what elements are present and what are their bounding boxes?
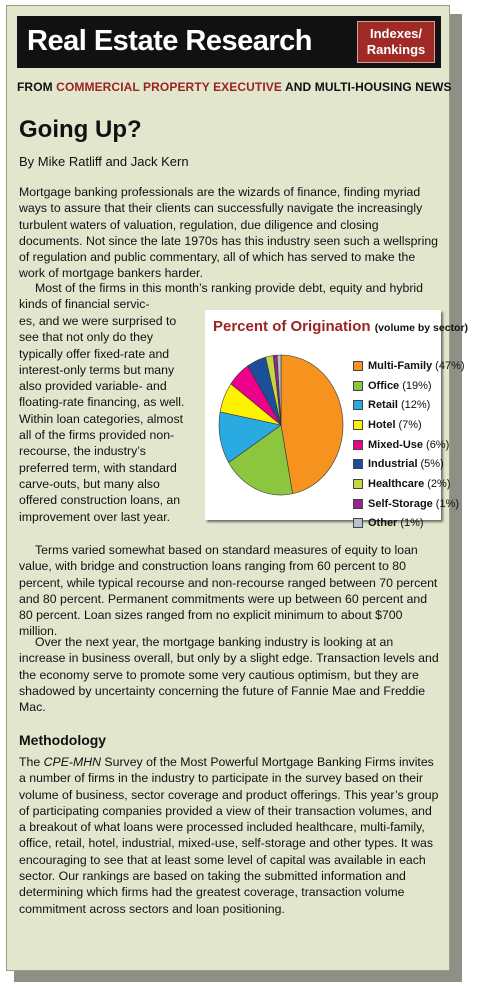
source-suffix: AND MULTI-HOUSING NEWS <box>282 80 452 94</box>
methodology-paragraph <box>19 754 439 917</box>
article-paragraph-2-intro <box>19 280 439 313</box>
pie-slice-multi-family <box>281 355 343 494</box>
badge-line-2: Rankings <box>366 42 426 57</box>
legend-percent: (2%) <box>427 477 451 490</box>
legend-swatch <box>353 499 363 509</box>
legend-label: Retail <box>368 399 398 412</box>
article-paragraph-2-column: es, and we were surprised to see that not only do they typically offer fixed-rate and interest-only terms but many also provided variable- and floating-rate financing, as well. Within loan categories, almost all of the firms provided non-recourse, the industry’s preferred term, with standard carve-outs, but many also offered construction loans, an improvement over last year. <box>19 314 185 524</box>
legend-swatch <box>353 361 363 371</box>
legend-label: Multi-Family <box>368 359 433 372</box>
legend-percent: (1%) <box>400 517 424 530</box>
legend-percent: (19%) <box>402 379 432 392</box>
paragraph-4-text: Over the next year, the mortgage banking industry is looking at an increase in business overall, but only by a slight edge. Transaction levels and the economy serve to promote some very cautious optimism, but they are shadowed by uncertainty concerning the future of Fannie Mae and Freddie Mac. <box>19 635 439 715</box>
legend-item-other <box>353 514 465 534</box>
article-paragraph-1: Mortgage banking professionals are the wizards of finance, finding myriad ways to assure that their clients can successfully navigate the increasingly turbulent waters of valuation, regulation, due diligence and closing documents. Not since the late 1970s has this industry seen such a wellspring of regulation and public commentary, all of which has served to make the work of mortgage bankers harder. <box>19 185 439 281</box>
legend-percent: (6%) <box>426 438 450 451</box>
paragraph-3-text: Terms varied somewhat based on standard measures of equity to loan value, with bridge and construction loans ranging from 60 percent to 80 percent, while typical recourse and non-recourse ranged between 70 percent and 80 percent. Permanent commitments were up between 60 percent and 80 percent. Loan sizes ranged from no explicit minimum to about $700 million. <box>19 543 438 639</box>
legend-item-office <box>353 376 465 396</box>
legend-swatch <box>353 518 363 528</box>
legend-percent: (1%) <box>435 497 460 510</box>
legend-label: Office <box>368 379 400 392</box>
chart-title-text: Percent of Origination <box>213 318 371 335</box>
legend-item-self-storage <box>353 494 465 514</box>
source-prefix: FROM <box>17 80 57 94</box>
article-paragraph-4 <box>19 634 439 715</box>
chart-title <box>213 318 468 335</box>
legend-swatch <box>353 420 363 430</box>
article-page <box>6 5 469 971</box>
paragraph-2-full-width: Most of the firms in this month’s ranking provide debt, equity and hybrid kinds of financial servic- <box>19 281 424 312</box>
legend-item-hotel <box>353 415 465 435</box>
masthead <box>17 16 441 68</box>
legend-percent: (12%) <box>400 399 431 412</box>
legend-swatch <box>353 479 363 489</box>
legend-label: Self-Storage <box>368 497 433 510</box>
methodology-text: Survey of the Most Powerful Mortgage Banking Firms invites a number of firms in the industry to participate in the survey based on their volume of business, sector coverage and product offerings. This year’s group of participating companies provided a view of their transaction volumes, and a breakout of what loans were processed included healthcare, multi-family, office, retail, hotel, industrial, mixed-use, self-storage and other types. It was encouraging to see that at least some level of capital was available in each sector. Our rankings are based on taking the submitted information and determining which firms had the greatest coverage, transaction volume commitment across sectors and loan positioning. <box>19 755 439 916</box>
legend-percent: (7%) <box>398 418 422 431</box>
legend-label: Healthcare <box>368 477 425 490</box>
legend-swatch <box>353 440 363 450</box>
legend-item-healthcare <box>353 474 465 494</box>
article-headline: Going Up? <box>19 116 142 143</box>
source-line <box>17 80 452 94</box>
legend-item-multi-family <box>353 356 465 376</box>
chart-subtitle: (volume by sector) <box>374 322 469 334</box>
source-publication: COMMERCIAL PROPERTY EXECUTIVE <box>56 80 282 94</box>
chart-legend <box>353 356 465 533</box>
article-paragraph-3 <box>19 542 439 640</box>
methodology-lead: The <box>19 755 44 769</box>
indexes-rankings-badge <box>357 21 435 63</box>
article-byline: By Mike Ratliff and Jack Kern <box>19 154 189 169</box>
legend-percent: (5%) <box>420 458 444 471</box>
pie-chart <box>211 350 351 500</box>
legend-label: Mixed-Use <box>368 438 424 451</box>
methodology-heading: Methodology <box>19 732 107 748</box>
survey-name: CPE-MHN <box>43 755 101 769</box>
legend-label: Hotel <box>368 418 396 431</box>
badge-line-1: Indexes/ <box>369 26 423 41</box>
legend-label: Industrial <box>368 458 418 471</box>
legend-percent: (47%) <box>435 359 465 372</box>
legend-item-retail <box>353 395 465 415</box>
masthead-title: Real Estate Research <box>27 25 312 57</box>
legend-label: Other <box>368 517 398 530</box>
legend-swatch <box>353 459 363 469</box>
origination-chart <box>205 310 469 530</box>
legend-item-industrial <box>353 454 465 474</box>
legend-item-mixed-use <box>353 435 465 455</box>
legend-swatch <box>353 400 363 410</box>
legend-swatch <box>353 381 363 391</box>
